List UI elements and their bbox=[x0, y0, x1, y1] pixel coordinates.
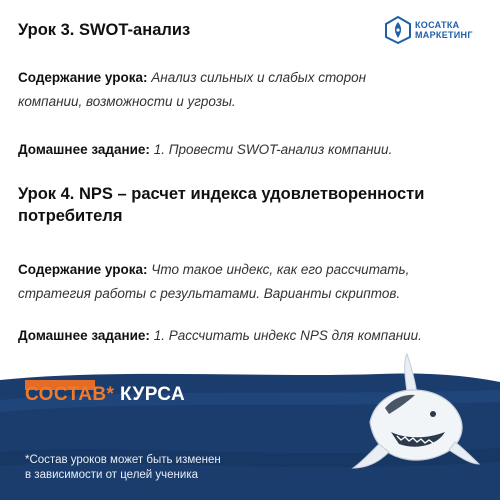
footer-title bbox=[25, 384, 185, 406]
lesson-4-content-label: Содержание урока: bbox=[18, 262, 148, 277]
brand-name bbox=[415, 20, 473, 40]
lesson-4-title-line1: Урок 4. NPS – расчет индекса удовлетворенности bbox=[18, 185, 425, 203]
orca-mascot-icon bbox=[345, 352, 495, 472]
footer-note-line1: *Состав уроков может быть изменен bbox=[25, 454, 221, 466]
lesson-3-homework-label: Домашнее задание: bbox=[18, 142, 150, 157]
lesson-3-content-text2: компании, возможности и угрозы. bbox=[18, 94, 236, 109]
lesson-4-content-text2: стратегия работы с результатами. Варианты скриптов. bbox=[18, 286, 401, 301]
lesson-4-homework-text: 1. Рассчитать индекс NPS для компании. bbox=[153, 328, 422, 343]
footer-note-line2: в зависимости от целей ученика bbox=[25, 469, 199, 481]
lesson-3-content bbox=[18, 66, 488, 114]
lesson-3-homework bbox=[18, 138, 488, 162]
lesson-3-content-text: Анализ сильных и слабых сторон bbox=[151, 70, 367, 85]
brand-line1: КОСАТКА bbox=[415, 20, 460, 30]
orca-logo-icon bbox=[385, 16, 411, 44]
lesson-4-title-line2: потребителя bbox=[18, 207, 123, 225]
lesson-4-content-text: Что такое индекс, как его рассчитать, bbox=[151, 262, 410, 277]
brand-logo bbox=[385, 10, 495, 50]
lesson-4-homework bbox=[18, 324, 488, 348]
lesson-4-content bbox=[18, 258, 488, 306]
lesson-3-title: Урок 3. SWOT-анализ bbox=[18, 21, 191, 39]
brand-line2: МАРКЕТИНГ bbox=[415, 30, 473, 40]
footer-title-rest: КУРСА bbox=[114, 384, 186, 405]
lesson-3-homework-text: 1. Провести SWOT-анализ компании. bbox=[153, 142, 393, 157]
lesson-4-title bbox=[18, 183, 424, 227]
lesson-4-homework-label: Домашнее задание: bbox=[18, 328, 150, 343]
footer-note bbox=[25, 453, 355, 483]
footer-title-accent: СОСТАВ* bbox=[25, 384, 115, 405]
lesson-3-content-label: Содержание урока: bbox=[18, 70, 148, 85]
